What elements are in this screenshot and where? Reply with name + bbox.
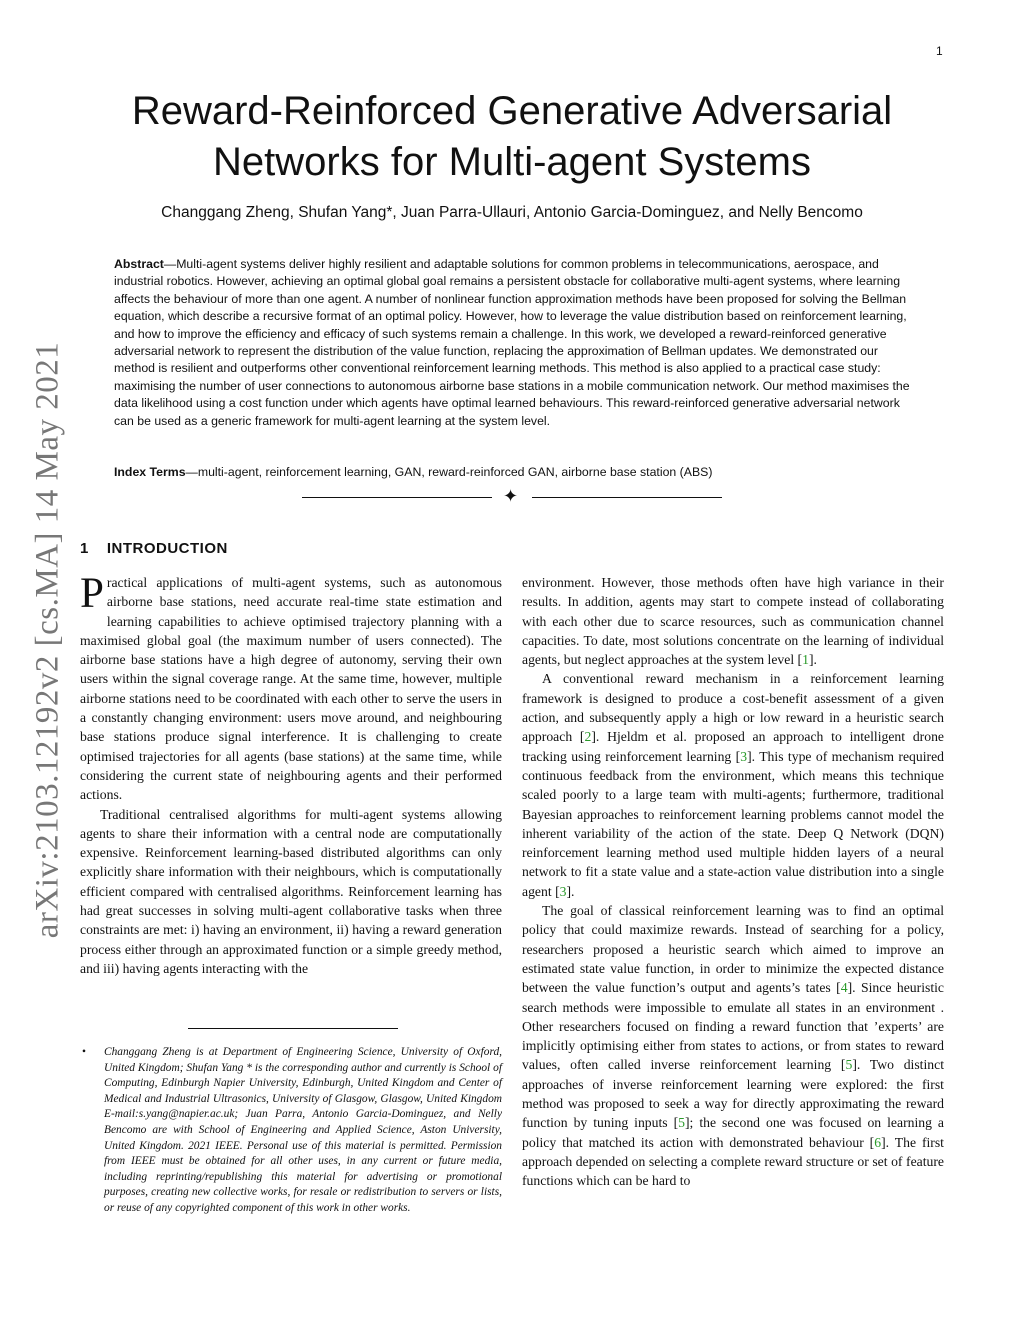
diamond-ornament-icon: ✦ (503, 486, 519, 507)
index-terms (114, 465, 912, 479)
section-number: 1 (80, 540, 89, 557)
authors: Changgang Zheng, Shufan Yang*, Juan Parra-Ullauri, Antonio Garcia-Dominguez, and Nelly Bencomo (161, 204, 863, 221)
index-terms-text: —multi-agent, reinforcement learning, GAN, reward-reinforced GAN, airborne base station (ABS) (185, 465, 713, 479)
dropcap: P (80, 570, 104, 617)
divider-right (532, 497, 722, 498)
index-terms-label: Index Terms (114, 465, 186, 479)
divider-left (302, 497, 492, 498)
text: ]. This type of mechanism required continuous feedback from the environment, which means this technique scaled poorly to a large team with multi-agents; furthermore, traditional Bayesian approaches to reinforcement learning problems cannot model the inherent variability of the action of the state. Deep Q Network (DQN) reinforcement learning method used multiple hidden layers of a neural network to fit a state value and a state-action value distribution into a single agent [ (522, 748, 944, 899)
text: ]. Since heuristic search methods were impossible to emulate all states in an environment . Other researchers focused on finding a reward function that ’experts’ are implicitly optimising either from states to actions, or from states to reward values, often called inverse reinforcement learning [ (522, 980, 945, 1073)
text: ]. The first approach depended on selecting a complete reward structure or set of feature functions which can be hard to (522, 1134, 944, 1189)
left-column (80, 570, 502, 978)
citation-link[interactable]: 3 (559, 883, 567, 899)
citation-link[interactable]: 4 (840, 980, 848, 996)
paragraph (522, 573, 944, 669)
section-title: INTRODUCTION (106, 540, 228, 557)
paragraph (522, 901, 944, 1190)
footnote-rule (188, 1028, 398, 1029)
citation-link[interactable]: 3 (740, 748, 748, 764)
citation-link[interactable]: 2 (584, 729, 592, 745)
citation-link[interactable]: 5 (845, 1057, 853, 1073)
text: The goal of classical reinforcement learning was to find an optimal policy that could maximize rewards. Instead of searching for a policy, researchers proposed a heuristic search which aimed to improve an estimated state value function, in order to minimize the expected distance between the value function’s output and agents’s tates [ (522, 903, 944, 996)
text: ]. (808, 652, 817, 668)
title-line-1: Reward-Reinforced Generative Adversarial (131, 89, 893, 133)
citation-link[interactable]: 6 (874, 1134, 882, 1150)
arxiv-id: arXiv:2103.12192v2 [cs.MA] 14 May 2021 (29, 341, 66, 939)
section-heading (80, 540, 228, 557)
text: environment. However, those methods often have high variance in their results. In addition, agents may start to compete instead of collaborating with each other due to scarce resources, such as communication channel capacities. To date, most solutions concentrate on the learning of individual agents, but neglect approaches at the system level [ (522, 575, 944, 668)
abstract-label: Abstract (114, 257, 164, 271)
text: ]. Two distinct approaches of inverse reinforcement learning were explored: the first method was proposed to seek a way for directly approximating the reward function by tuning inputs [ (522, 1057, 945, 1131)
abstract-text: —Multi-agent systems deliver highly resilient and adaptable solutions for common problems in telecommunications, aerospace, and industrial robotics. However, achieving an optimal global goal remains a persistent obstacle for collaborative multi-agent systems, where learning affects the behaviour of more than one agent. A number of nonlinear function approximation methods have been proposed for solving the Bellman equation, which describe a recursive format of an optimal policy. However, how to leverage the value distribution based on reinforcement learning, and how to improve the efficiency and efficacy of such systems remain a challenge. In this work, we developed a reward-reinforced generative adversarial network to represent the distribution of the value function, replacing the approximation of Bellman updates. We demonstrated our method is resilient and outperforms other conventional reinforcement learning methods. This method is also applied to a practical case study: maximising the number of user connections to autonomous airborne base stations in a mobile communication network. Our method maximises the data likelihood using a cost function under which agents have optimal learned behaviours. This reward-reinforced generative adversarial network can be used as a generic framework for multi-agent learning at the system level. (114, 257, 910, 428)
text: A conventional reward mechanism in a reinforcement learning framework is designed to produce a cost-benefit assessment of a given action, and subsequently apply a high or low reward in a heuristic search approach [ (522, 671, 944, 745)
paragraph (80, 570, 502, 805)
bullet-icon: • (82, 1046, 86, 1058)
citation-link[interactable]: 5 (678, 1115, 685, 1131)
paper-title (110, 86, 914, 188)
right-column (522, 573, 944, 1191)
paragraph (522, 669, 944, 901)
text: ]. Hjeldm et al. proposed an approach to intelligent drone tracking using reinforcement learning [ (522, 729, 944, 764)
citation-link[interactable]: 1 (802, 652, 809, 668)
text: ]. (566, 883, 575, 899)
abstract (114, 256, 912, 430)
arxiv-sidebar (28, 335, 68, 945)
footnote (82, 1045, 502, 1217)
title-line-2: Networks for Multi-agent Systems (213, 140, 811, 184)
footnote-text: Changgang Zheng is at Department of Engineering Science, University of Oxford, United Kingdom; Shufan Yang * is the corresponding author and currently is School of Computing, Edinburgh Napier University, Edinburgh, United Kingdom and Center of Medical and Industrial Ultrasonics, University of Glasgow, Glasgow, United Kingdom E-mail:s.yang@napier.ac.uk; Juan Parra, Antonio Garcia-Dominguez, and Nelly Bencomo are with School of Engineering and Applied Science, Aston University, United Kingdom. 2021 IEEE. Personal use of this material is permitted. Permission from IEEE must be obtained for all other uses, in any current or future media, including reprinting/republishing this material for advertising or promotional purposes, creating new collective works, for resale or redistribution to servers or lists, or reuse of any copyrighted component of this work in other works. (104, 1046, 502, 1214)
page-number: 1 (936, 44, 943, 58)
paragraph-text: ractical applications of multi-agent systems, such as autonomous airborne base stations, need accurate real-time state estimation and learning capabilities to achieve optimised trajectory planning with a maximised global goal (the maximum number of users connected). The airborne base stations have a high degree of autonomy, serving their own users within the signal coverage range. At the same time, however, multiple airborne stations need to be coordinated with each other to serve the users in a constantly changing environment: users move around, and neighbouring base stations produce signal interference. It is challenging to create optimised trajectories for all agents (base stations) at the same time, while considering the current state of neighbouring agents and their performed actions. (80, 575, 502, 803)
paragraph: Traditional centralised algorithms for multi-agent systems allowing agents to share their information with a central node are computationally expensive. Reinforcement learning-based distributed algorithms can only explicitly share information with their neighbours, which is computationally efficient compared with centralised algorithms. Reinforcement learning has had great successes in solving multi-agent collaborative tasks when three constraints are met: i) having an environment, ii) having a reward generation process either through an approximated function or a simple greedy method, and iii) having agents interacting with the (80, 806, 502, 976)
text: ]; the second one was focused on learning a policy that matched its action with demonstrated behaviour [ (522, 1115, 944, 1150)
